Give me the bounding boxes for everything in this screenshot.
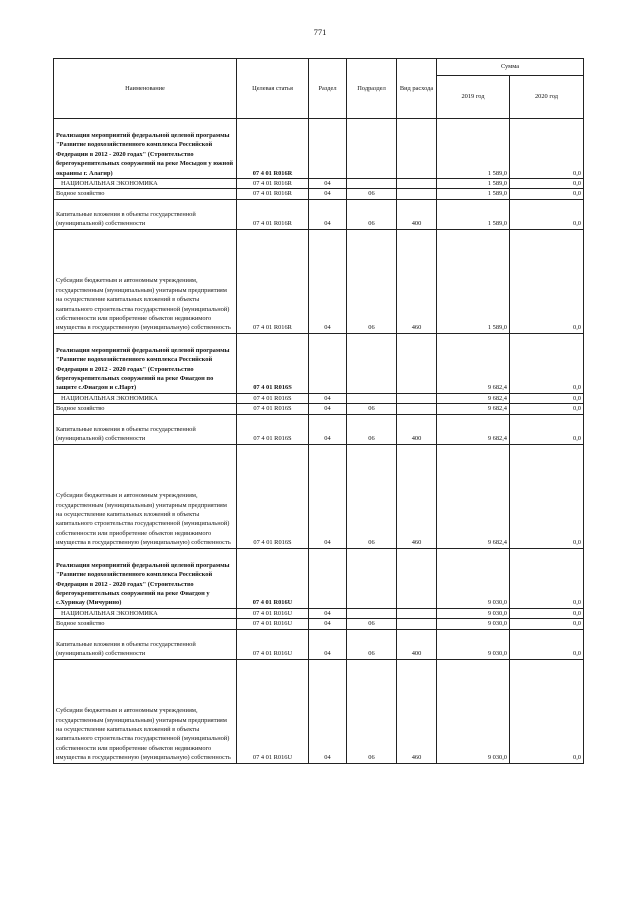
table-row [54,619,584,629]
row-sum-2020: 0,0 [510,229,584,333]
row-name: Субсидии бюджетным и автономным учреждениям, государственным (муниципальным) унитарным предприятиям на осуществление капитальных вложений в объекты капитального строительства государственной (муниципальной) собственности или приобретение объектов недвижимого имущества в государственную (муниципальную) собственность [54,659,237,763]
row-sum-2019: 1 589,0 [437,229,510,333]
table-row [54,608,584,618]
row-sum-2020: 0,0 [510,608,584,618]
row-name: Водное хозяйство [54,404,237,414]
budget-table [53,58,584,764]
row-sum-2020: 0,0 [510,548,584,608]
row-subsection: 06 [347,229,397,333]
table-row [54,333,584,393]
row-subsection: 06 [347,444,397,548]
row-sum-2019: 9 682,4 [437,393,510,403]
row-section [309,119,347,179]
row-expense-type [397,393,437,403]
row-sum-2019: 1 589,0 [437,189,510,199]
row-sum-2020: 0,0 [510,333,584,393]
row-name: Реализация мероприятий федеральной целевой программы "Развитие водохозяйственного комплекса Российской Федерации в 2012 - 2020 годах" (Строительство берегоукрепительных сооружений на реке Мосыдон у южной окраины г. Алагир) [54,119,237,179]
row-target-code: 07 4 01 R016R [237,119,309,179]
table-row [54,179,584,189]
row-target-code: 07 4 01 R016S [237,444,309,548]
row-target-code: 07 4 01 R016R [237,199,309,229]
row-sum-2020: 0,0 [510,629,584,659]
row-sum-2019: 9 030,0 [437,629,510,659]
row-target-code: 07 4 01 R016U [237,548,309,608]
row-name: НАЦИОНАЛЬНАЯ ЭКОНОМИКА [54,608,237,618]
row-target-code: 07 4 01 R016R [237,189,309,199]
row-sum-2019: 9 682,4 [437,333,510,393]
row-section: 04 [309,179,347,189]
row-sum-2020: 0,0 [510,659,584,763]
row-section [309,333,347,393]
row-expense-type [397,619,437,629]
table-row [54,229,584,333]
table-row [54,548,584,608]
row-sum-2020: 0,0 [510,179,584,189]
page-number: 771 [313,27,327,37]
table-row [54,404,584,414]
row-sum-2019: 1 589,0 [437,199,510,229]
row-target-code: 07 4 01 R016U [237,619,309,629]
row-section: 04 [309,414,347,444]
row-expense-type: 400 [397,629,437,659]
row-expense-type: 460 [397,659,437,763]
row-name: Водное хозяйство [54,619,237,629]
row-section: 04 [309,229,347,333]
row-subsection: 06 [347,659,397,763]
table-header [54,59,584,119]
row-target-code: 07 4 01 R016S [237,333,309,393]
row-subsection: 06 [347,414,397,444]
row-section: 04 [309,404,347,414]
row-expense-type: 460 [397,444,437,548]
header-section: Раздел [309,59,347,119]
row-target-code: 07 4 01 R016S [237,414,309,444]
row-expense-type [397,404,437,414]
row-sum-2020: 0,0 [510,189,584,199]
row-name: НАЦИОНАЛЬНАЯ ЭКОНОМИКА [54,179,237,189]
row-name: Реализация мероприятий федеральной целевой программы "Развитие водохозяйственного комплекса Российской Федерации в 2012 - 2020 годах" (Строительство берегоукрепительных сооружений на реке Фиагдон у с.Хурикау (Мичурино) [54,548,237,608]
row-expense-type: 400 [397,414,437,444]
row-sum-2019: 9 682,4 [437,404,510,414]
row-sum-2019: 9 682,4 [437,414,510,444]
row-subsection: 06 [347,189,397,199]
row-subsection: 06 [347,199,397,229]
row-expense-type [397,608,437,618]
row-sum-2019: 9 030,0 [437,608,510,618]
row-name: Капитальные вложения в объекты государственной (муниципальной) собственности [54,414,237,444]
row-name: Капитальные вложения в объекты государственной (муниципальной) собственности [54,199,237,229]
row-section: 04 [309,393,347,403]
table-row [54,189,584,199]
row-subsection [347,608,397,618]
header-expense-type: Вид расхода [397,59,437,119]
row-expense-type: 460 [397,229,437,333]
row-sum-2020: 0,0 [510,393,584,403]
row-target-code: 07 4 01 R016S [237,404,309,414]
header-year-2019: 2019 год [437,76,510,119]
row-subsection: 06 [347,404,397,414]
row-section: 04 [309,444,347,548]
row-subsection [347,333,397,393]
row-sum-2019: 1 589,0 [437,179,510,189]
header-target: Целевая статья [237,59,309,119]
row-sum-2020: 0,0 [510,199,584,229]
row-section: 04 [309,199,347,229]
row-name: Капитальные вложения в объекты государственной (муниципальной) собственности [54,629,237,659]
row-name: Субсидии бюджетным и автономным учреждениям, государственным (муниципальным) унитарным предприятиям на осуществление капитальных вложений в объекты капитального строительства государственной (муниципальной) собственности или приобретение объектов недвижимого имущества в государственную (муниципальную) собственность [54,229,237,333]
row-subsection: 06 [347,629,397,659]
row-target-code: 07 4 01 R016U [237,659,309,763]
row-name: НАЦИОНАЛЬНАЯ ЭКОНОМИКА [54,393,237,403]
row-sum-2020: 0,0 [510,414,584,444]
row-subsection: 06 [347,619,397,629]
table-row [54,444,584,548]
row-sum-2019: 9 030,0 [437,619,510,629]
table-row [54,119,584,179]
row-expense-type [397,548,437,608]
row-section: 04 [309,619,347,629]
row-sum-2019: 9 682,4 [437,444,510,548]
row-section: 04 [309,629,347,659]
row-name: Водное хозяйство [54,189,237,199]
row-expense-type: 400 [397,199,437,229]
row-subsection [347,548,397,608]
row-section: 04 [309,659,347,763]
row-name: Субсидии бюджетным и автономным учреждениям, государственным (муниципальным) унитарным предприятиям на осуществление капитальных вложений в объекты капитального строительства государственной (муниципальной) собственности или приобретение объектов недвижимого имущества в государственную (муниципальную) собственность [54,444,237,548]
table-row [54,199,584,229]
row-subsection [347,119,397,179]
row-target-code: 07 4 01 R016R [237,229,309,333]
row-sum-2020: 0,0 [510,444,584,548]
row-subsection [347,393,397,403]
table-row [54,659,584,763]
row-section [309,548,347,608]
table-row [54,393,584,403]
row-sum-2019: 1 589,0 [437,119,510,179]
row-name: Реализация мероприятий федеральной целевой программы "Развитие водохозяйственного комплекса Российской Федерации в 2012 - 2020 годах" (Строительство берегоукрепительных сооружений на реке Фиагдон по защите с.Фиагдон и с.Нарт) [54,333,237,393]
row-sum-2020: 0,0 [510,619,584,629]
row-target-code: 07 4 01 R016S [237,393,309,403]
row-sum-2020: 0,0 [510,119,584,179]
header-sum: Сумма [437,59,584,76]
header-name: Наименование [54,59,237,119]
row-sum-2019: 9 030,0 [437,548,510,608]
row-target-code: 07 4 01 R016U [237,608,309,618]
table-row [54,414,584,444]
row-expense-type [397,333,437,393]
row-expense-type [397,189,437,199]
table-body [54,119,584,764]
row-section: 04 [309,189,347,199]
row-sum-2019: 9 030,0 [437,659,510,763]
header-subsection: Подраздел [347,59,397,119]
row-section: 04 [309,608,347,618]
header-year-2020: 2020 год [510,76,584,119]
row-target-code: 07 4 01 R016R [237,179,309,189]
table-row [54,629,584,659]
row-expense-type [397,119,437,179]
row-expense-type [397,179,437,189]
row-sum-2020: 0,0 [510,404,584,414]
row-subsection [347,179,397,189]
row-target-code: 07 4 01 R016U [237,629,309,659]
